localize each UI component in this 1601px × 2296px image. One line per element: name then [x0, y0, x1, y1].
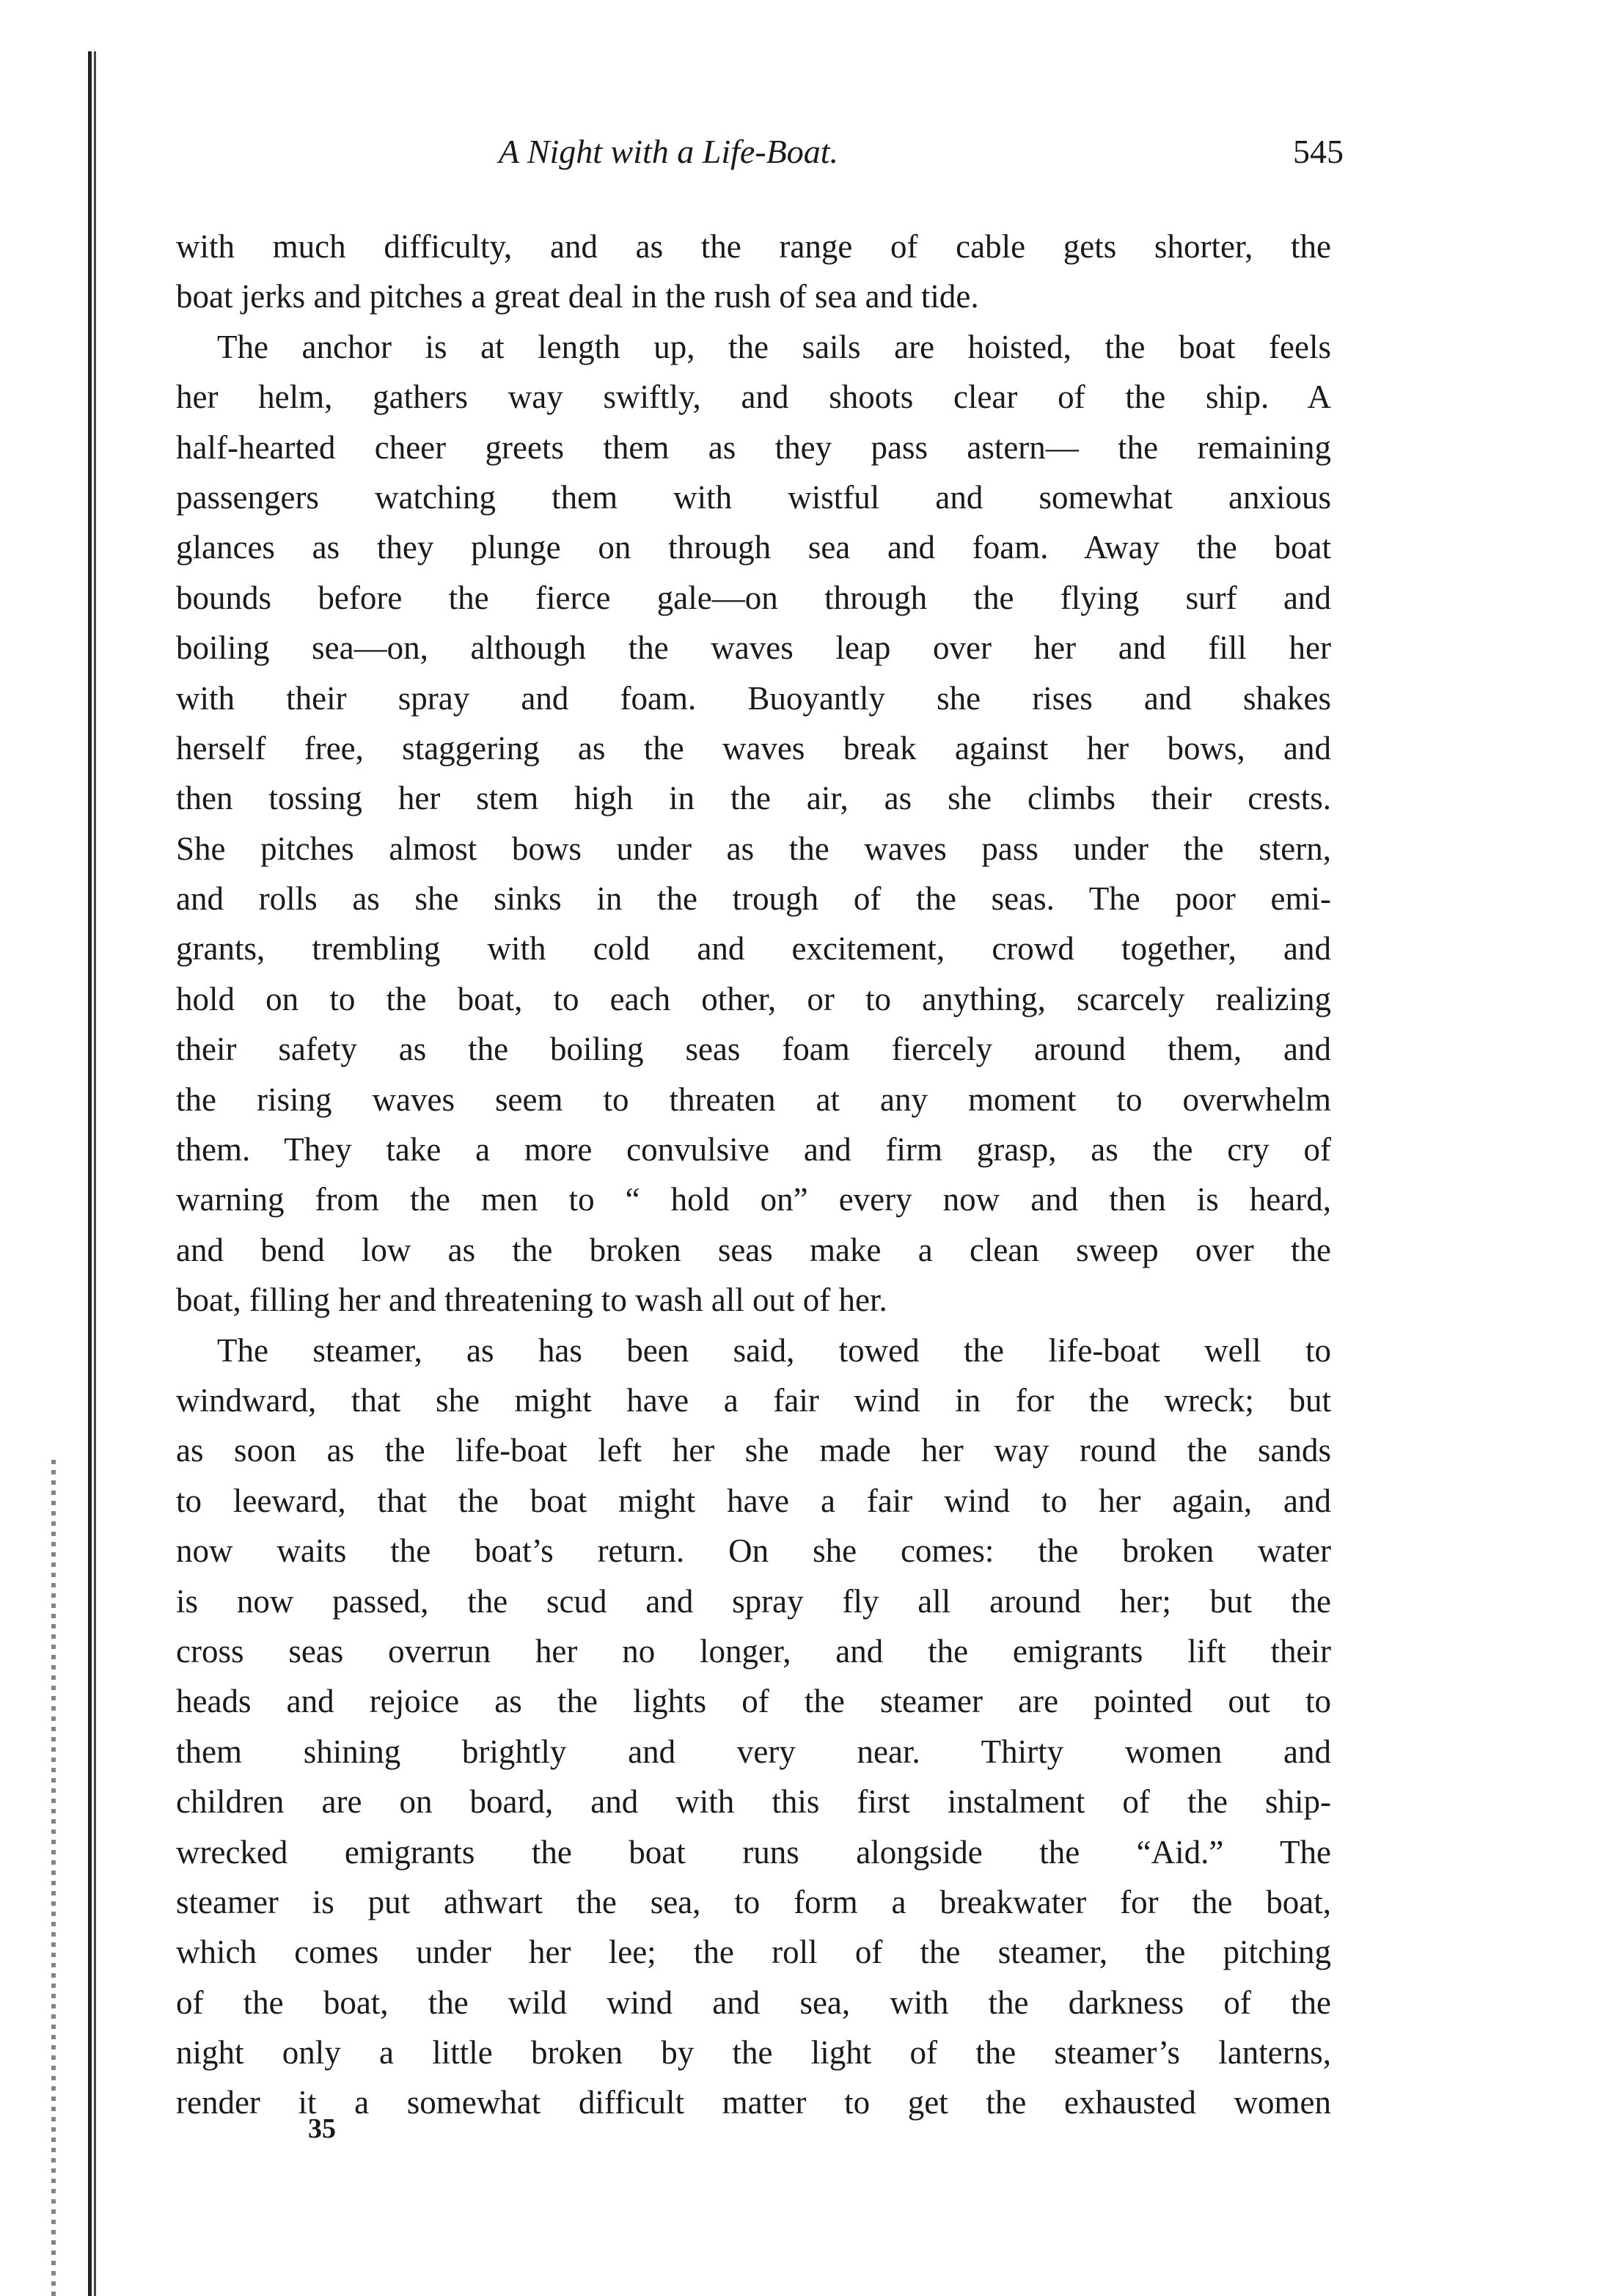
text-line: She pitches almost bows under as the waves pass under the stern,	[176, 830, 1331, 867]
page-binding-edge	[45, 51, 97, 2296]
text-line: is now passed, the scud and spray fly all around her; but the	[176, 1582, 1331, 1620]
text-line: half-hearted cheer greets them as they pass astern— the remaining	[176, 428, 1331, 466]
text-line: hold on to the boat, to each other, or to anything, scarcely realizing	[176, 980, 1331, 1017]
text-line: them shining brightly and very near. Thirty women and	[176, 1733, 1331, 1770]
text-line: as soon as the life-boat left her she made her way round the sands	[176, 1432, 1331, 1469]
text-line: heads and rejoice as the lights of the steamer are pointed out to	[176, 1683, 1331, 1720]
text-line: children are on board, and with this first instalment of the ship-	[176, 1783, 1331, 1821]
text-line: boiling sea—on, although the waves leap over her and fill her	[176, 629, 1331, 667]
text-line: render it a somewhat difficult matter to get the exhausted women	[176, 2084, 1331, 2121]
text-line: of the boat, the wild wind and sea, with the darkness of the	[176, 1984, 1331, 2021]
text-line: now waits the boat’s return. On she comes: the broken water	[176, 1532, 1331, 1570]
text-line: with their spray and foam. Buoyantly she rises and shakes	[176, 679, 1331, 717]
binding-stitching	[51, 1460, 56, 2296]
text-line: and bend low as the broken seas make a clean sweep over the	[176, 1231, 1331, 1268]
text-line: bounds before the fierce gale—on through the flying surf and	[176, 579, 1331, 616]
text-line: The steamer, as has been said, towed the life-boat well to	[217, 1331, 1331, 1369]
text-line: her helm, gathers way swiftly, and shoots clear of the ship. A	[176, 379, 1331, 416]
running-title: A Night with a Life-Boat.	[499, 133, 839, 170]
page-header	[176, 132, 1344, 183]
binding-rule	[94, 51, 96, 2296]
text-line: wrecked emigrants the boat runs alongside the “Aid.” The	[176, 1833, 1331, 1871]
body-text	[176, 222, 1331, 2128]
text-line: which comes under her lee; the roll of the steamer, the pitching	[176, 1934, 1331, 1971]
signature-mark: 35	[308, 2113, 336, 2144]
text-line: The anchor is at length up, the sails are hoisted, the boat feels	[217, 328, 1331, 365]
text-line: windward, that she might have a fair wind in for the wreck; but	[176, 1381, 1331, 1419]
text-line: night only a little broken by the light of the steamer’s lanterns,	[176, 2034, 1331, 2072]
text-line: warning from the men to “ hold on” every now and then is heard,	[176, 1181, 1331, 1218]
binding-rule	[88, 51, 92, 2296]
text-line: steamer is put athwart the sea, to form a breakwater for the boat,	[176, 1883, 1331, 1920]
text-line: them. They take a more convulsive and firm grasp, as the cry of	[176, 1131, 1331, 1169]
text-line: with much difficulty, and as the range of cable gets shorter, the	[176, 228, 1331, 265]
text-line: then tossing her stem high in the air, as she climbs their crests.	[176, 780, 1331, 817]
text-line: glances as they plunge on through sea and foam. Away the boat	[176, 529, 1331, 566]
text-line: boat, filling her and threatening to wash all out of her.	[176, 1282, 887, 1319]
text-line: their safety as the boiling seas foam fiercely around them, and	[176, 1031, 1331, 1068]
text-line: passengers watching them with wistful and somewhat anxious	[176, 478, 1331, 516]
text-line: boat jerks and pitches a great deal in the rush of sea and tide.	[176, 278, 979, 315]
text-line: and rolls as she sinks in the trough of the seas. The poor emi-	[176, 880, 1331, 918]
text-line: herself free, staggering as the waves break against her bows, and	[176, 729, 1331, 767]
text-line: cross seas overrun her no longer, and the emigrants lift their	[176, 1632, 1331, 1670]
text-line: grants, trembling with cold and excitement, crowd together, and	[176, 930, 1331, 968]
text-line: to leeward, that the boat might have a fair wind to her again, and	[176, 1482, 1331, 1519]
text-line: the rising waves seem to threaten at any moment to overwhelm	[176, 1081, 1331, 1118]
page-number: 545	[1293, 133, 1344, 170]
